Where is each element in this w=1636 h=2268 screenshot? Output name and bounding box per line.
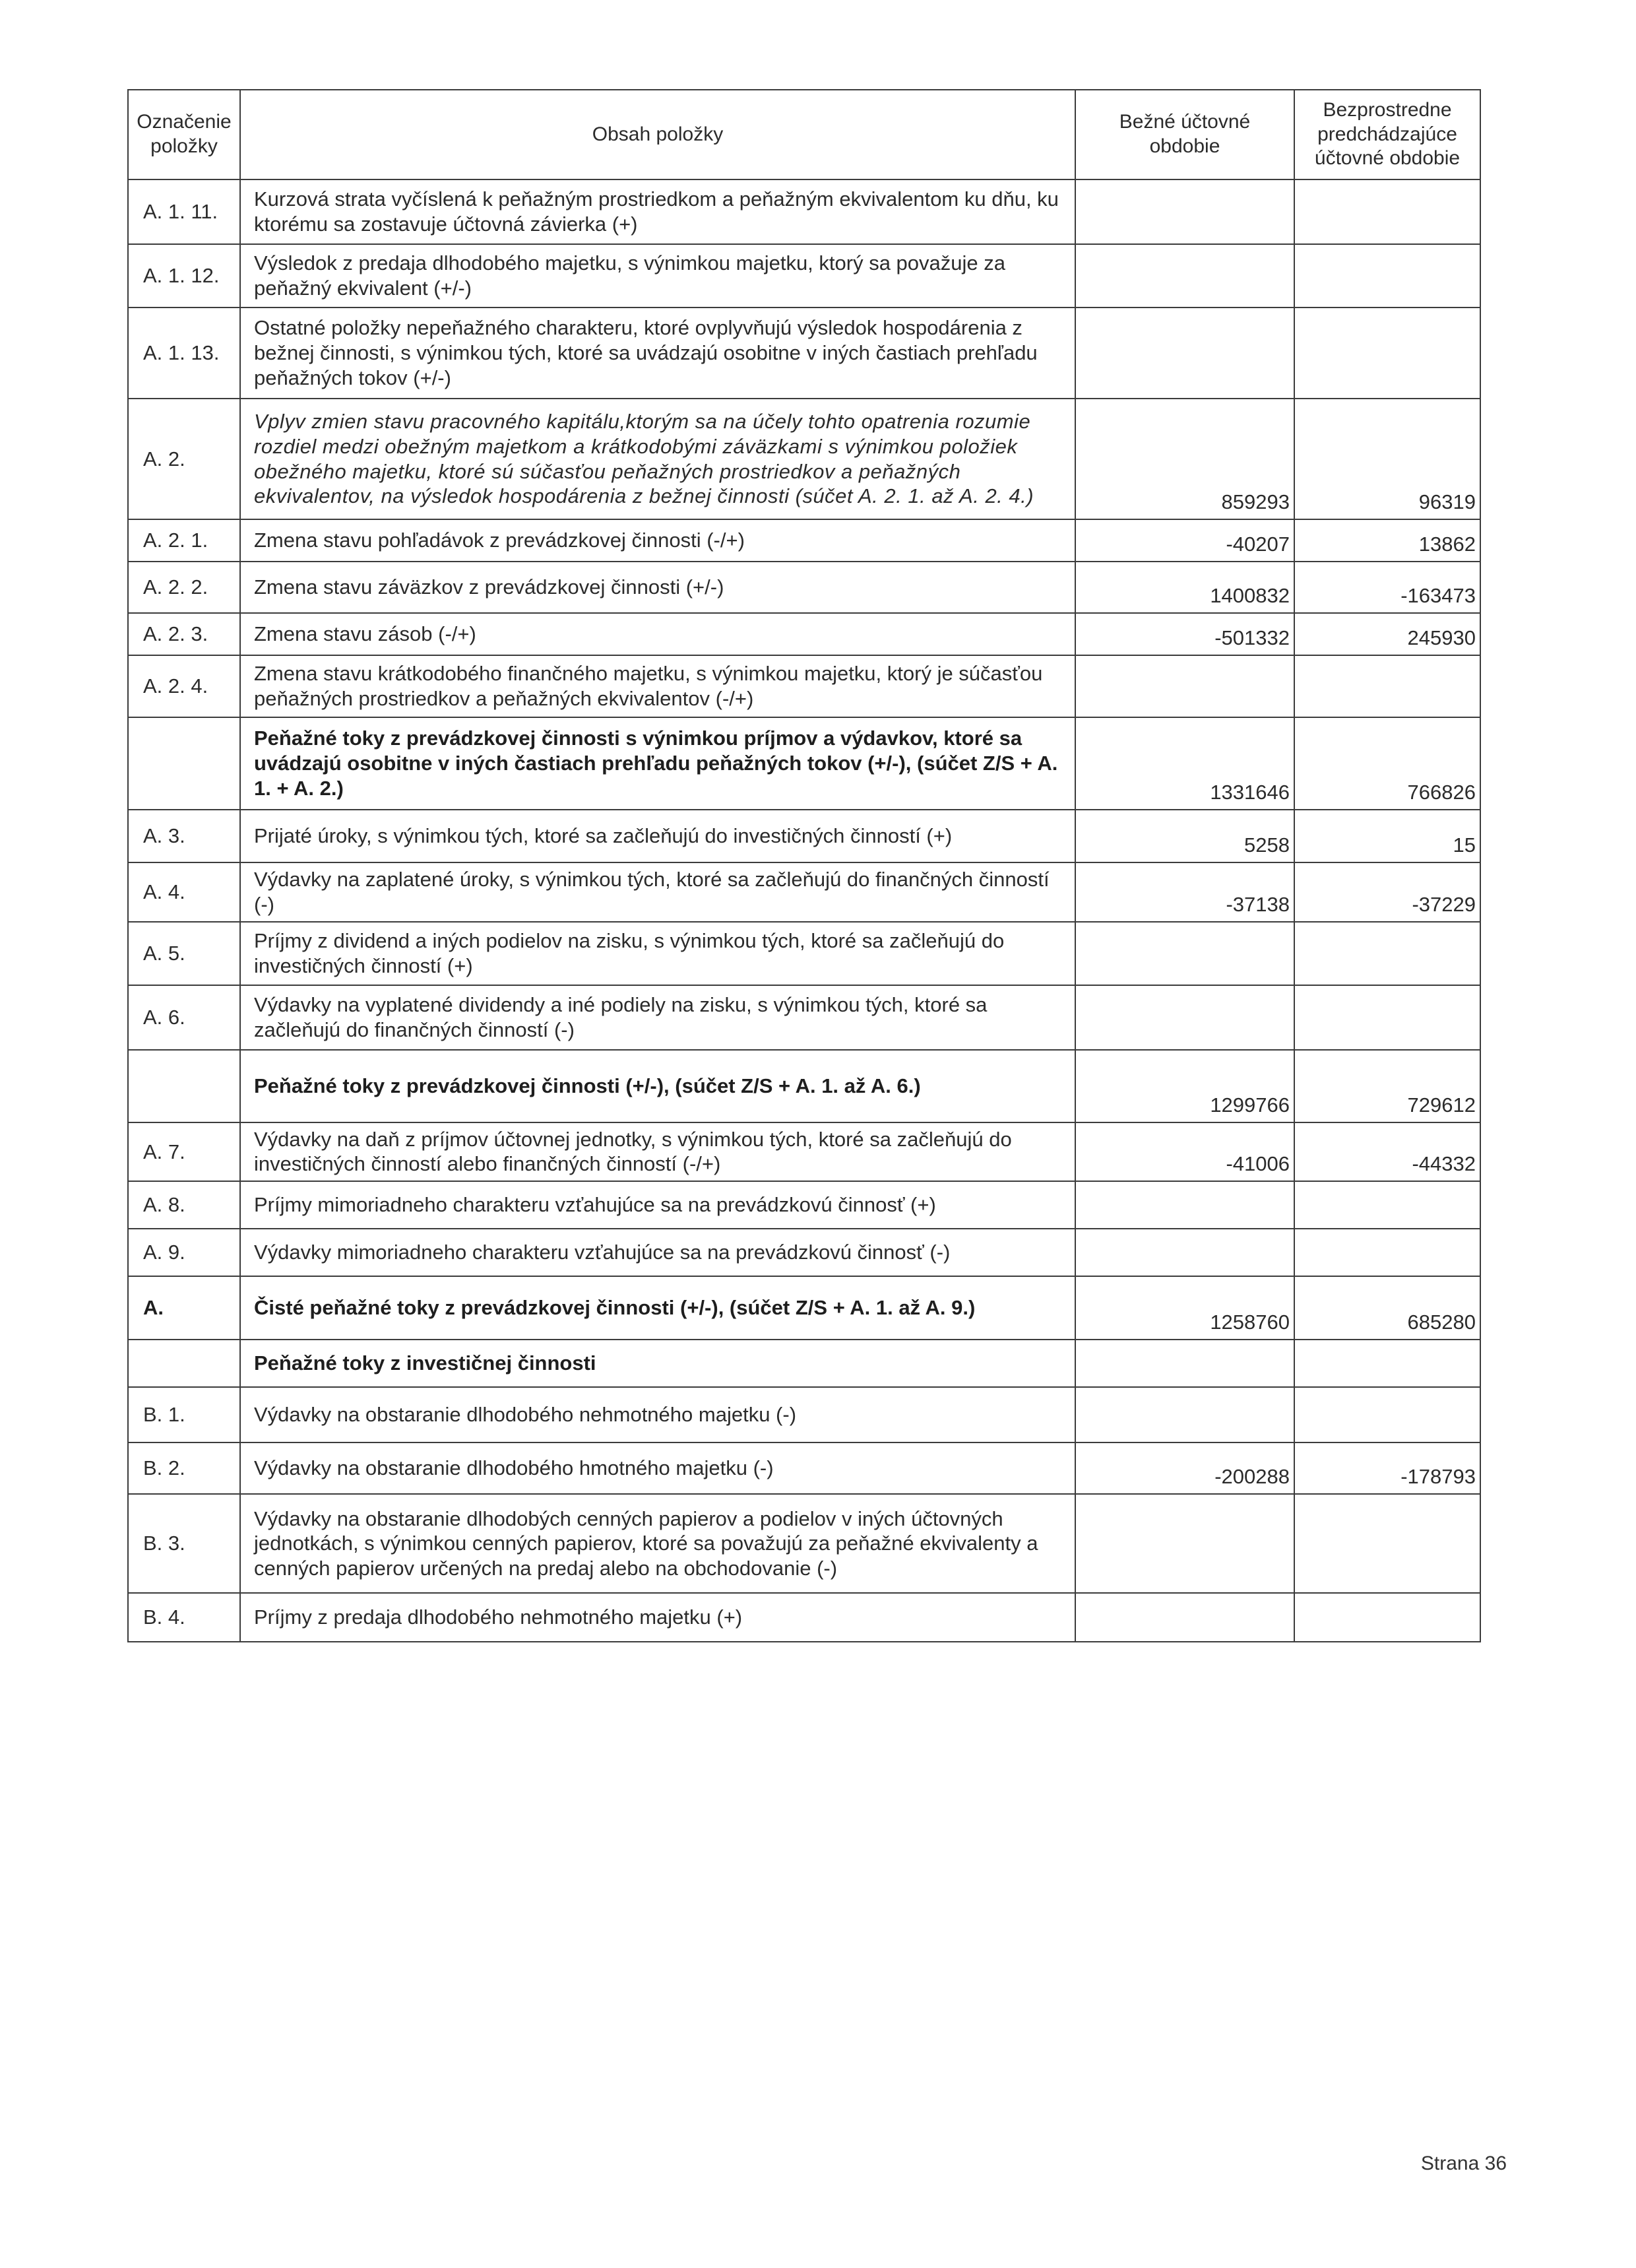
row-code: A. 2. [128, 399, 240, 519]
row-previous-value [1294, 1593, 1480, 1642]
table-header-row [128, 90, 1480, 179]
row-code: A. 2. 1. [128, 519, 240, 562]
row-code: A. 4. [128, 862, 240, 922]
row-description: Zmena stavu krátkodobého finančného majetku, s výnimkou majetku, ktorý je súčasťou peňažných prostriedkov a peňažných ekvivalentov (-/+) [240, 655, 1075, 717]
table-row [128, 862, 1480, 922]
row-previous-value: 245930 [1294, 613, 1480, 655]
header-current-period: Bežné účtovné obdobie [1075, 90, 1294, 179]
row-current-value [1075, 1593, 1294, 1642]
row-description: Vplyv zmien stavu pracovného kapitálu,ktorým sa na účely tohto opatrenia rozumie rozdiel medzi obežným majetkom a krátkodobými záväzkami s výnimkou položiek obežného majetku, ktoré sú súčasťou peňažných prostriedkov a peňažných ekvivalentov, na výsledok hospodárenia z bežnej činnosti (súčet A. 2. 1. až A. 2. 4.) [240, 399, 1075, 519]
row-current-value [1075, 1181, 1294, 1229]
row-current-value: -37138 [1075, 862, 1294, 922]
table-row [128, 717, 1480, 810]
row-previous-value: 729612 [1294, 1050, 1480, 1122]
row-current-value [1075, 244, 1294, 308]
row-description: Kurzová strata vyčíslená k peňažným prostriedkom a peňažným ekvivalentom ku dňu, ku ktorému sa zostavuje účtovná závierka (+) [240, 179, 1075, 244]
row-previous-value [1294, 1229, 1480, 1276]
table-row [128, 1494, 1480, 1593]
row-code: A. 2. 4. [128, 655, 240, 717]
table-row [128, 985, 1480, 1050]
row-current-value [1075, 1340, 1294, 1387]
row-code: B. 2. [128, 1442, 240, 1494]
table-row [128, 308, 1480, 399]
row-description: Výdavky mimoriadneho charakteru vzťahujúce sa na prevádzkovú činnosť (-) [240, 1229, 1075, 1276]
row-previous-value: -178793 [1294, 1442, 1480, 1494]
row-code: A. 1. 13. [128, 308, 240, 399]
row-description: Príjmy z predaja dlhodobého nehmotného majetku (+) [240, 1593, 1075, 1642]
table-row [128, 179, 1480, 244]
row-previous-value [1294, 1181, 1480, 1229]
row-description: Ostatné položky nepeňažného charakteru, ktoré ovplyvňujú výsledok hospodárenia z bežnej činnosti, s výnimkou tých, ktoré sa uvádzajú osobitne v iných častiach prehľadu peňažných tokov (+/-) [240, 308, 1075, 399]
row-previous-value: -44332 [1294, 1122, 1480, 1182]
row-code: A. 7. [128, 1122, 240, 1182]
table-row [128, 519, 1480, 562]
row-current-value: 5258 [1075, 810, 1294, 862]
row-code: A. 1. 11. [128, 179, 240, 244]
row-current-value: 1331646 [1075, 717, 1294, 810]
row-previous-value [1294, 1494, 1480, 1593]
table-row [128, 655, 1480, 717]
row-description: Výsledok z predaja dlhodobého majetku, s výnimkou majetku, ktorý sa považuje za peňažný ekvivalent (+/-) [240, 244, 1075, 308]
row-current-value [1075, 179, 1294, 244]
row-current-value: 859293 [1075, 399, 1294, 519]
row-description: Výdavky na zaplatené úroky, s výnimkou tých, ktoré sa začleňujú do finančných činností (-) [240, 862, 1075, 922]
row-current-value: 1299766 [1075, 1050, 1294, 1122]
row-previous-value [1294, 922, 1480, 985]
table-row [128, 810, 1480, 862]
row-previous-value [1294, 308, 1480, 399]
row-description: Peňažné toky z prevádzkovej činnosti s výnimkou príjmov a výdavkov, ktoré sa uvádzajú osobitne v iných častiach prehľadu peňažných tokov (+/-), (súčet Z/S + A. 1. + A. 2.) [240, 717, 1075, 810]
row-current-value: 1258760 [1075, 1276, 1294, 1340]
row-description: Peňažné toky z investičnej činnosti [240, 1340, 1075, 1387]
row-previous-value: 13862 [1294, 519, 1480, 562]
row-description: Zmena stavu zásob (-/+) [240, 613, 1075, 655]
row-code [128, 1340, 240, 1387]
row-current-value: -501332 [1075, 613, 1294, 655]
row-description: Zmena stavu záväzkov z prevádzkovej činnosti (+/-) [240, 562, 1075, 613]
row-description: Príjmy mimoriadneho charakteru vzťahujúce sa na prevádzkovú činnosť (+) [240, 1181, 1075, 1229]
page-number: Strana 36 [1420, 2153, 1507, 2174]
row-previous-value [1294, 179, 1480, 244]
row-description: Príjmy z dividend a iných podielov na zisku, s výnimkou tých, ktoré sa začleňujú do investičných činností (+) [240, 922, 1075, 985]
row-description: Výdavky na daň z príjmov účtovnej jednotky, s výnimkou tých, ktoré sa začleňujú do investičných činností alebo finančných činností (-/+) [240, 1122, 1075, 1182]
row-code: A. 2. 2. [128, 562, 240, 613]
row-previous-value: 96319 [1294, 399, 1480, 519]
row-previous-value: -163473 [1294, 562, 1480, 613]
table-row [128, 922, 1480, 985]
row-description: Peňažné toky z prevádzkovej činnosti (+/-), (súčet Z/S + A. 1. až A. 6.) [240, 1050, 1075, 1122]
table-body [128, 179, 1480, 1642]
row-previous-value: 15 [1294, 810, 1480, 862]
header-description: Obsah položky [240, 90, 1075, 179]
table-row [128, 1229, 1480, 1276]
row-code: A. 2. 3. [128, 613, 240, 655]
row-current-value [1075, 1387, 1294, 1442]
table-row [128, 1276, 1480, 1340]
row-current-value [1075, 1494, 1294, 1593]
row-code: B. 1. [128, 1387, 240, 1442]
row-current-value: 1400832 [1075, 562, 1294, 613]
row-current-value: -200288 [1075, 1442, 1294, 1494]
row-code [128, 717, 240, 810]
table-row [128, 244, 1480, 308]
row-description: Zmena stavu pohľadávok z prevádzkovej činnosti (-/+) [240, 519, 1075, 562]
table-row [128, 1181, 1480, 1229]
cash-flow-table [127, 89, 1481, 1642]
table-row [128, 1442, 1480, 1494]
row-code: A. 9. [128, 1229, 240, 1276]
row-current-value: -40207 [1075, 519, 1294, 562]
row-description: Výdavky na vyplatené dividendy a iné podiely na zisku, s výnimkou tých, ktoré sa začleňujú do finančných činností (-) [240, 985, 1075, 1050]
row-code: A. 3. [128, 810, 240, 862]
table-row [128, 1593, 1480, 1642]
row-previous-value [1294, 655, 1480, 717]
row-description: Výdavky na obstaranie dlhodobých cenných papierov a podielov v iných účtovných jednotkách, s výnimkou cenných papierov, ktoré sa považujú za peňažné ekvivalenty a cenných papierov určených na predaj alebo na obchodovanie (-) [240, 1494, 1075, 1593]
row-current-value [1075, 922, 1294, 985]
row-code: A. 5. [128, 922, 240, 985]
row-previous-value [1294, 1340, 1480, 1387]
row-current-value [1075, 985, 1294, 1050]
table-row [128, 613, 1480, 655]
table-row [128, 399, 1480, 519]
row-description: Výdavky na obstaranie dlhodobého nehmotného majetku (-) [240, 1387, 1075, 1442]
row-code [128, 1050, 240, 1122]
row-description: Výdavky na obstaranie dlhodobého hmotného majetku (-) [240, 1442, 1075, 1494]
row-code: B. 4. [128, 1593, 240, 1642]
table-row [128, 1122, 1480, 1182]
row-previous-value: 685280 [1294, 1276, 1480, 1340]
row-code: B. 3. [128, 1494, 240, 1593]
row-description: Čisté peňažné toky z prevádzkovej činnosti (+/-), (súčet Z/S + A. 1. až A. 9.) [240, 1276, 1075, 1340]
row-code: A. 1. 12. [128, 244, 240, 308]
row-previous-value: -37229 [1294, 862, 1480, 922]
row-code: A. 6. [128, 985, 240, 1050]
row-current-value: -41006 [1075, 1122, 1294, 1182]
row-previous-value: 766826 [1294, 717, 1480, 810]
row-previous-value [1294, 1387, 1480, 1442]
row-current-value [1075, 308, 1294, 399]
row-code: A. [128, 1276, 240, 1340]
row-previous-value [1294, 244, 1480, 308]
row-current-value [1075, 1229, 1294, 1276]
table-row [128, 562, 1480, 613]
row-description: Prijaté úroky, s výnimkou tých, ktoré sa začleňujú do investičných činností (+) [240, 810, 1075, 862]
row-current-value [1075, 655, 1294, 717]
table-row [128, 1387, 1480, 1442]
header-previous-period: Bezprostredne predchádzajúce účtovné obdobie [1294, 90, 1480, 179]
header-code: Označenie položky [128, 90, 240, 179]
row-previous-value [1294, 985, 1480, 1050]
row-code: A. 8. [128, 1181, 240, 1229]
table-row [128, 1050, 1480, 1122]
table-row [128, 1340, 1480, 1387]
